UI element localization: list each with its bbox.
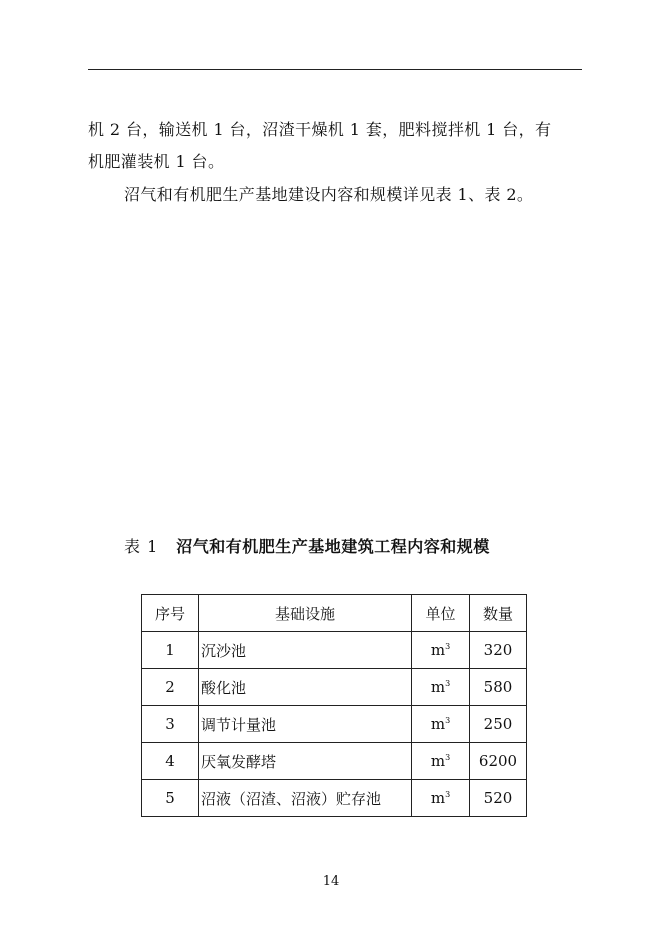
- row-quantity: 580: [470, 669, 527, 706]
- row-unit: [412, 743, 470, 780]
- unit-base: m: [430, 641, 446, 659]
- table-row: [142, 706, 527, 743]
- header-unit: 单位: [412, 595, 470, 632]
- row-no: 3: [142, 706, 199, 743]
- row-unit: [412, 706, 470, 743]
- row-facility: 沉沙池: [199, 632, 412, 669]
- unit-base: m: [430, 752, 446, 770]
- table-caption: [124, 534, 490, 560]
- body-line-1: 机 2 台，输送机 1 台，沼渣干燥机 1 套，肥料搅拌机 1 台，有: [88, 120, 552, 139]
- row-facility: 厌氧发酵塔: [199, 743, 412, 780]
- body-line-2: 机肥灌装机 1 台。: [88, 152, 225, 171]
- unit-exponent: 3: [445, 790, 451, 799]
- table-label: 表 1: [124, 537, 159, 556]
- unit-exponent: 3: [445, 642, 451, 651]
- row-no: 4: [142, 743, 199, 780]
- facilities-table: [141, 594, 527, 817]
- unit-exponent: 3: [445, 753, 451, 762]
- unit-base: m: [430, 678, 446, 696]
- row-no: 5: [142, 780, 199, 817]
- header-rule: [88, 69, 582, 70]
- body-line-3: 沼气和有机肥生产基地建设内容和规模详见表 1、表 2。: [124, 185, 534, 204]
- row-no: 1: [142, 632, 199, 669]
- row-unit: [412, 632, 470, 669]
- header-facility: 基础设施: [199, 595, 412, 632]
- row-quantity: 520: [470, 780, 527, 817]
- header-no: 序号: [142, 595, 199, 632]
- row-facility: 沼液（沼渣、沼液）贮存池: [199, 780, 412, 817]
- page-number: 14: [322, 874, 340, 889]
- table-row: [142, 743, 527, 780]
- row-facility: 酸化池: [199, 669, 412, 706]
- row-quantity: 320: [470, 632, 527, 669]
- row-quantity: 6200: [470, 743, 527, 780]
- row-quantity: 250: [470, 706, 527, 743]
- header-quantity: 数量: [470, 595, 527, 632]
- table-title: 沼气和有机肥生产基地建筑工程内容和规模: [176, 537, 490, 556]
- unit-base: m: [430, 715, 446, 733]
- table-row: [142, 780, 527, 817]
- row-no: 2: [142, 669, 199, 706]
- table-row: [142, 669, 527, 706]
- table-header-row: [142, 595, 527, 632]
- row-unit: [412, 780, 470, 817]
- row-facility: 调节计量池: [199, 706, 412, 743]
- table-row: [142, 632, 527, 669]
- row-unit: [412, 669, 470, 706]
- unit-exponent: 3: [445, 679, 451, 688]
- unit-base: m: [430, 789, 446, 807]
- unit-exponent: 3: [445, 716, 451, 725]
